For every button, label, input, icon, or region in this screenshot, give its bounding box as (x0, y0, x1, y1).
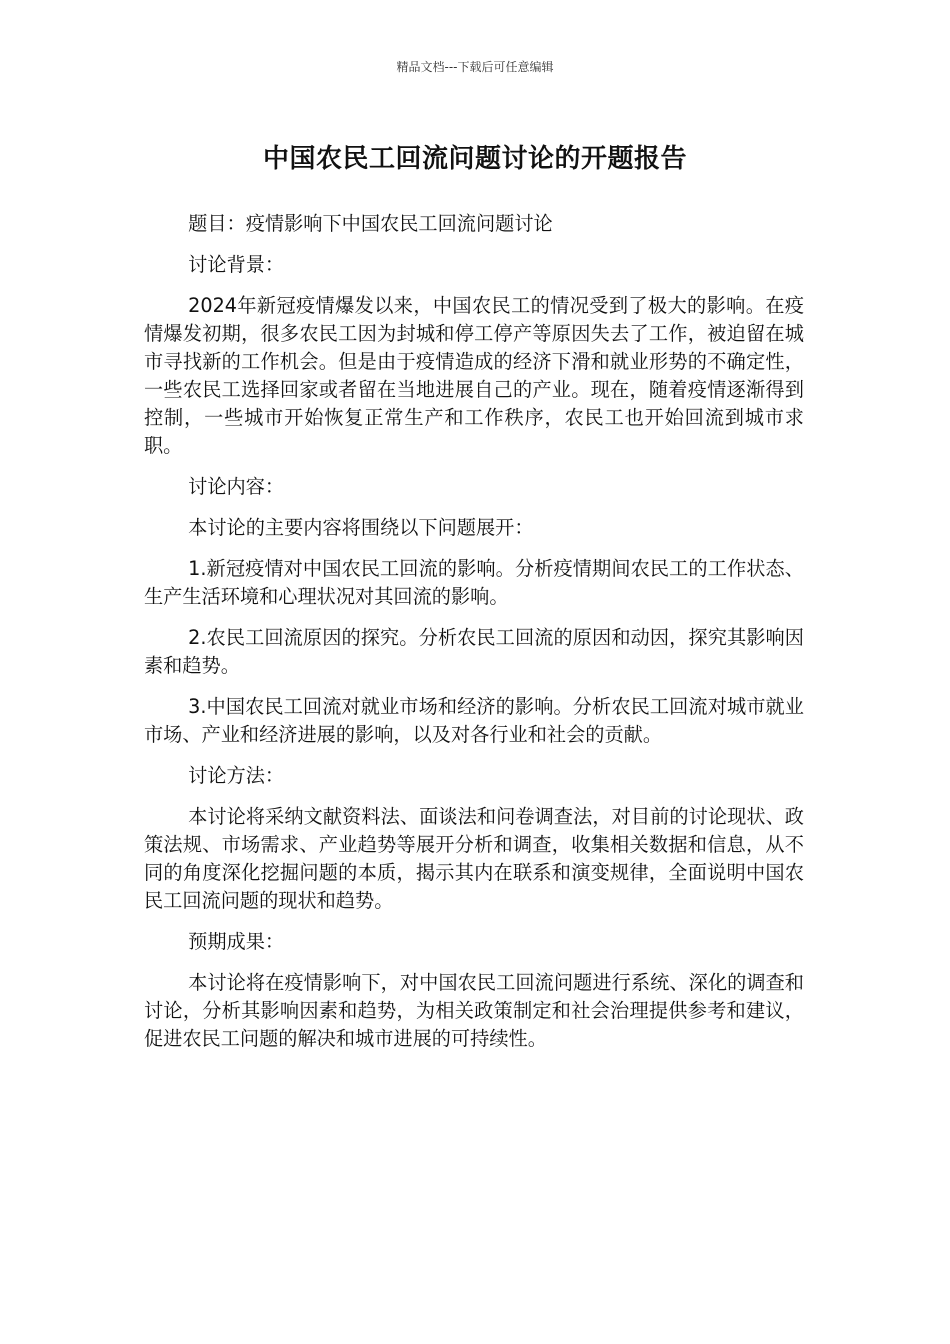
document-body (144, 210, 804, 1066)
list-item-2: 2.农民工回流原因的探究。分析农民工回流的原因和动因，探究其影响因素和趋势。 (144, 626, 804, 677)
section-heading-results: 预期成果： (188, 930, 285, 953)
section-heading-background: 讨论背景： (188, 253, 285, 276)
list-item-1: 1.新冠疫情对中国农民工回流的影响。分析疫情期间农民工的工作状态、生产生活环境和心理状况对其回流的影响。 (144, 557, 804, 608)
section-heading-method: 讨论方法： (188, 764, 285, 787)
paragraph-content-intro: 本讨论的主要内容将围绕以下问题展开： (188, 516, 534, 539)
section-heading-content: 讨论内容： (188, 475, 285, 498)
header-note: 精品文档---下载后可任意编辑 (396, 60, 554, 74)
topic-line: 题目：疫情影响下中国农民工回流问题讨论 (188, 212, 553, 235)
paragraph-results: 本讨论将在疫情影响下，对中国农民工回流问题进行系统、深化的调查和讨论，分析其影响因素和趋势，为相关政策制定和社会治理提供参考和建议，促进农民工问题的解决和城市进展的可持续性。 (144, 971, 804, 1050)
list-item-3: 3.中国农民工回流对就业市场和经济的影响。分析农民工回流对城市就业市场、产业和经济进展的影响，以及对各行业和社会的贡献。 (144, 695, 804, 746)
document-title: 中国农民工回流问题讨论的开题报告 (262, 144, 687, 174)
paragraph-background: 2024年新冠疫情爆发以来，中国农民工的情况受到了极大的影响。在疫情爆发初期，很多农民工因为封城和停工停产等原因失去了工作，被迫留在城市寻找新的工作机会。但是由于疫情造成的经济下滑和就业形势的不确定性，一些农民工选择回家或者留在当地进展自己的产业。现在，随着疫情逐渐得到控制，一些城市开始恢复正常生产和工作秩序，农民工也开始回流到城市求职。 (144, 294, 804, 457)
paragraph-method: 本讨论将采纳文献资料法、面谈法和问卷调查法，对目前的讨论现状、政策法规、市场需求、产业趋势等展开分析和调查，收集相关数据和信息，从不同的角度深化挖掘问题的本质，揭示其内在联系和演变规律，全面说明中国农民工回流问题的现状和趋势。 (144, 805, 804, 912)
